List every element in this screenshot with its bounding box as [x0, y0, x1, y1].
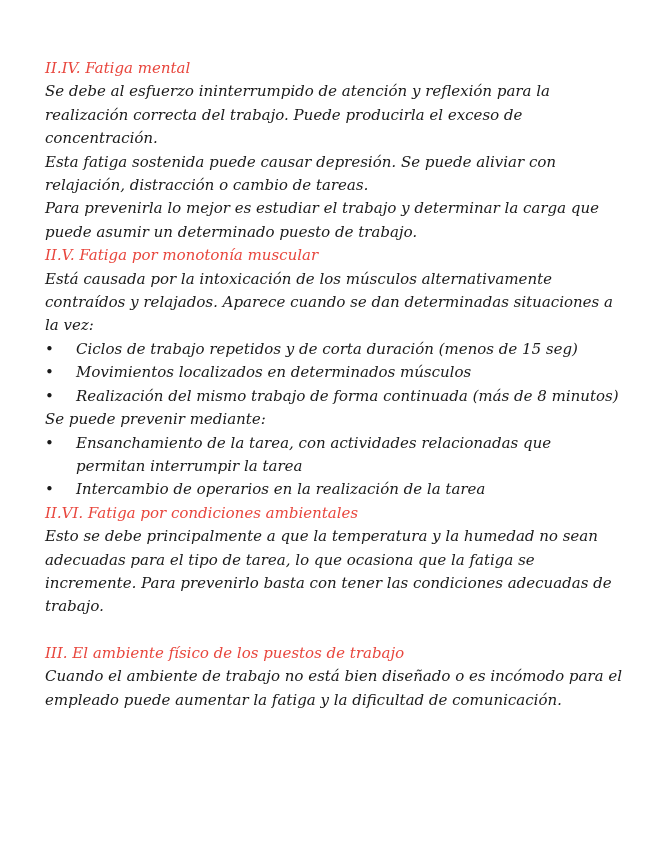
- section-spacer: [45, 619, 625, 642]
- paragraph: Esta fatiga sostenida puede causar depresión. Se puede aliviar con relajación, distracción o cambio de tareas.: [45, 152, 557, 195]
- list-item: [45, 478, 625, 501]
- heading-fatiga-monotonia: II.V. Fatiga por monotonía muscular: [45, 246, 319, 265]
- paragraph: Se puede prevenir mediante:: [45, 410, 266, 429]
- paragraph: Esto se debe principalmente a que la temperatura y la humedad no sean adecuadas para el tipo de tarea, lo que ocasiona que la fatiga se incremente. Para prevenirlo basta con tener las condiciones adecuadas de trabajo.: [45, 527, 612, 616]
- list-item-text: Realización del mismo trabajo de forma continuada (más de 8 minutos): [76, 386, 619, 405]
- paragraph: Se debe al esfuerzo ininterrumpido de atención y reflexión para la realización correcta del trabajo. Puede producirla el exceso de concentración.: [45, 82, 551, 148]
- list-item: [45, 338, 625, 361]
- list-item-text: Movimientos localizados en determinados músculos: [76, 363, 472, 382]
- bullet-icon: •: [45, 480, 54, 499]
- bullet-icon: •: [45, 386, 54, 405]
- list-item-text: Intercambio de operarios en la realización de la tarea: [76, 480, 486, 499]
- heading-fatiga-ambiental: II.VI. Fatiga por condiciones ambientales: [45, 503, 359, 522]
- causes-list: [45, 338, 625, 408]
- paragraph: Cuando el ambiente de trabajo no está bien diseñado o es incómodo para el empleado puede aumentar la fatiga y la dificultad de comunicación.: [45, 667, 622, 709]
- paragraph: Para prevenirla lo mejor es estudiar el trabajo y determinar la carga que puede asumir un determinado puesto de trabajo.: [45, 199, 599, 241]
- heading-fatiga-mental: II.IV. Fatiga mental: [45, 59, 191, 77]
- paragraph: Está causada por la intoxicación de los músculos alternativamente contraídos y relajados. Aparece cuando se dan determinadas situaciones a la vez:: [45, 269, 613, 335]
- list-item: [45, 385, 625, 408]
- prevention-list: [45, 432, 625, 502]
- bullet-icon: •: [45, 363, 54, 382]
- heading-ambiente-fisico: III. El ambiente físico de los puestos de trabajo: [45, 643, 405, 662]
- document-page: [45, 57, 625, 712]
- list-item-text: Ciclos de trabajo repetidos y de corta duración (menos de 15 seg): [76, 339, 578, 358]
- list-item: [45, 361, 625, 384]
- bullet-icon: •: [45, 433, 54, 452]
- list-item: [45, 432, 625, 479]
- bullet-icon: •: [45, 339, 54, 358]
- list-item-text: Ensanchamiento de la tarea, con actividades relacionadas que permitan interrumpir la tarea: [76, 433, 552, 475]
